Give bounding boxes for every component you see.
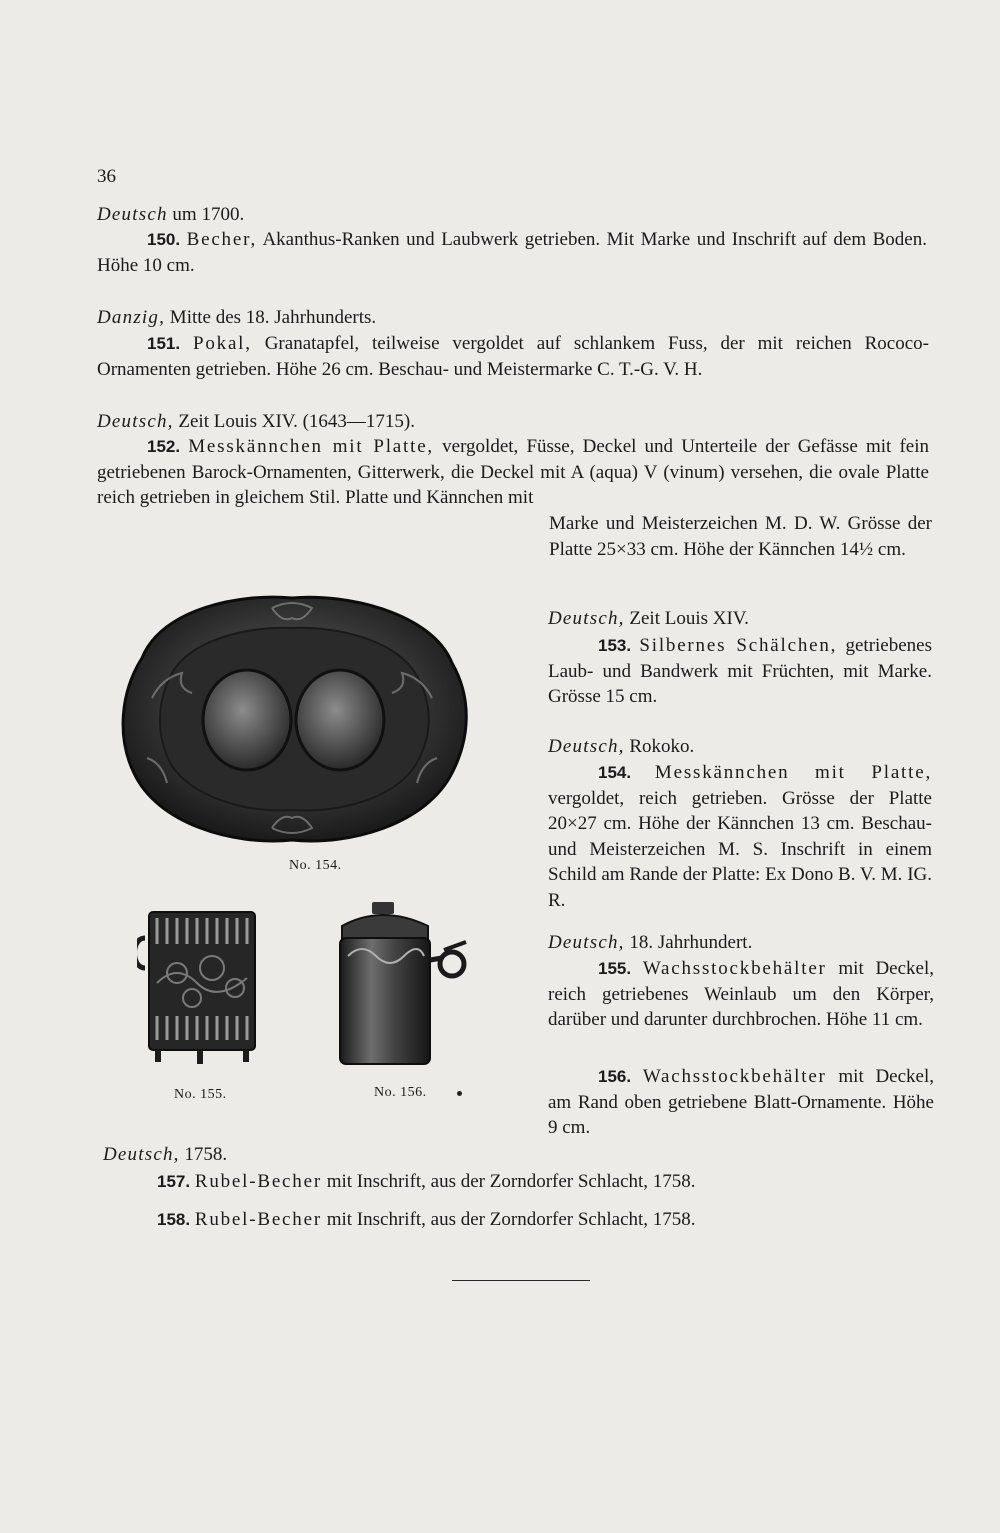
entry-number: 154. <box>598 763 632 782</box>
caption-155: No. 155. <box>174 1087 227 1102</box>
platter-photo <box>112 588 474 850</box>
entry-152 <box>97 434 929 511</box>
entry-title: Messkännchen mit Platte, <box>188 436 434 457</box>
heading-154 <box>548 735 694 759</box>
entry-150 <box>97 227 927 278</box>
heading-period: Zeit Louis XIV. <box>624 608 749 629</box>
entry-text: Akanthus-Ranken und Laubwerk getrieben. Mit Marke und Inschrift auf dem Boden. Höhe 10 cm. <box>97 229 927 276</box>
entry-number: 153. <box>598 636 632 655</box>
heading-place: Deutsch, <box>548 608 625 629</box>
entry-text: getriebenes Laub- und Bandwerk mit Früchten, mit Marke. Grösse 15 cm. <box>548 635 932 707</box>
entry-text: vergoldet, reich getrieben. Grösse der Platte 20×27 cm. Höhe der Kännchen 13 cm. Beschau- und Meisterzeichen M. S. Inschrift in einem Schild am Rande der Platte: Ex Dono B. V. M. IG. R. <box>548 787 932 911</box>
heading-155 <box>548 931 752 955</box>
heading-period: um 1700. <box>167 204 245 225</box>
entry-number: 155. <box>598 959 632 978</box>
entry-title: Wachsstockbehälter <box>642 958 827 979</box>
entry-title: Becher, <box>186 229 257 250</box>
entry-text: Marke und Meisterzeichen M. D. W. Grösse der Platte 25×33 cm. Höhe der Kännchen 14½ cm. <box>549 513 932 560</box>
heading-153 <box>548 607 749 631</box>
print-dot <box>457 1091 462 1096</box>
heading-place: Deutsch, <box>548 932 625 953</box>
holder-155-photo <box>137 908 265 1068</box>
entry-title: Wachsstockbehälter <box>642 1066 827 1087</box>
heading-151 <box>97 306 376 330</box>
heading-place: Deutsch <box>97 204 168 225</box>
entry-157 <box>157 1169 696 1195</box>
closing-rule <box>452 1280 590 1281</box>
heading-place: Deutsch, <box>548 736 625 757</box>
heading-150 <box>97 203 244 227</box>
entry-152-continued <box>549 511 932 562</box>
heading-period: Mitte des 18. Jahrhunderts. <box>165 307 377 328</box>
entry-text: vergoldet, Füsse, Deckel und Unterteile der Gefässe mit fein getriebenen Barock-Ornamenten, Gitterwerk, die Deckel mit A (aqua) V (vinum) versehen, die ovale Platte reich getrieben in gleichem Stil. Platte und Kännchen mit <box>97 436 929 508</box>
entry-number: 150. <box>147 230 181 249</box>
heading-period: 18. Jahrhundert. <box>624 932 753 953</box>
heading-place: Deutsch, <box>97 411 174 432</box>
entry-number: 152. <box>147 437 181 456</box>
entry-155 <box>548 956 934 1033</box>
entry-153 <box>548 633 932 710</box>
entry-text: mit Inschrift, aus der Zorndorfer Schlacht, 1758. <box>321 1171 696 1192</box>
entry-title: Rubel-Becher <box>194 1209 322 1230</box>
entry-title: Silbernes Schälchen, <box>639 635 838 656</box>
heading-place: Deutsch, <box>103 1144 180 1165</box>
entry-number: 157. <box>157 1172 191 1191</box>
entry-number: 158. <box>157 1210 191 1229</box>
entry-number: 151. <box>147 334 181 353</box>
entry-title: Messkännchen mit Platte, <box>654 762 932 783</box>
heading-place: Danzig, <box>97 307 166 328</box>
holder-156-photo <box>334 900 474 1070</box>
heading-period: Zeit Louis XIV. (1643—1715). <box>173 411 415 432</box>
entry-title: Rubel-Becher <box>194 1171 322 1192</box>
entry-title: Pokal, <box>192 333 252 354</box>
entry-151 <box>97 331 929 382</box>
heading-period: Rokoko. <box>624 736 695 757</box>
entry-text: mit Inschrift, aus der Zorndorfer Schlacht, 1758. <box>321 1209 696 1230</box>
entry-number: 156. <box>598 1067 632 1086</box>
page-number: 36 <box>97 166 116 187</box>
entry-text: mit Deckel, am Rand oben getriebene Blatt-Ornamente. Höhe 9 cm. <box>548 1066 935 1138</box>
entry-text: mit Deckel, reich getriebenes Weinlaub um den Körper, darüber und darunter durchbrochen. Höhe 11 cm. <box>548 958 935 1030</box>
entry-text: Granatapfel, teilweise vergoldet auf schlankem Fuss, der mit reichen Rococo-Ornamenten getrieben. Höhe 26 cm. Beschau- und Meistermarke C. T.-G. V. H. <box>97 333 930 380</box>
heading-152 <box>97 410 415 434</box>
caption-156: No. 156. <box>374 1085 427 1100</box>
caption-154: No. 154. <box>289 858 342 873</box>
heading-157 <box>103 1143 227 1167</box>
heading-period: 1758. <box>179 1144 228 1165</box>
entry-158 <box>157 1207 696 1233</box>
entry-154 <box>548 760 932 913</box>
entry-156 <box>548 1064 934 1141</box>
